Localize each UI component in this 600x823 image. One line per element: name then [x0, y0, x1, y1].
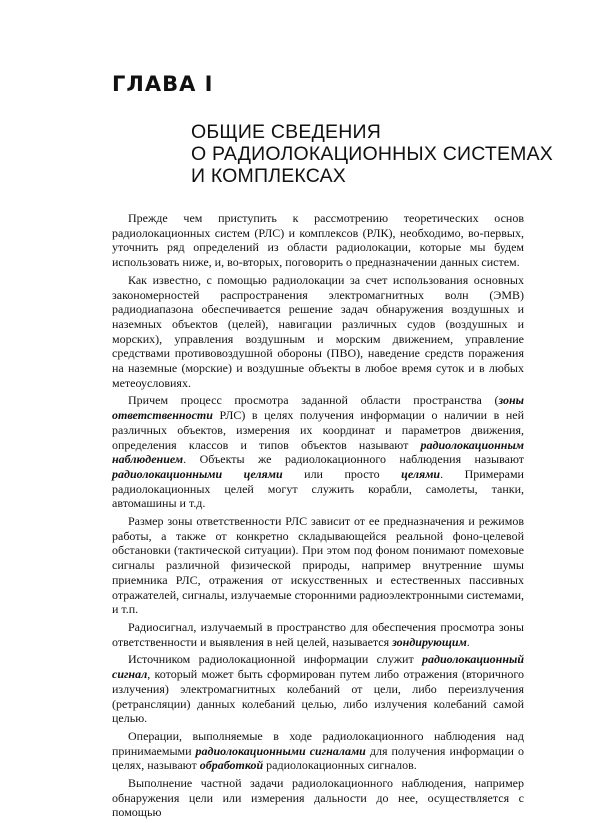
text-run: для получения информации о целях, называют	[112, 743, 524, 773]
text-run: радиолокационных сигналов.	[263, 758, 417, 773]
paragraph-observation	[112, 393, 524, 511]
term-targets: целями	[401, 466, 441, 481]
paragraph-processing	[112, 729, 524, 773]
text-run: РЛС) в целях получения информации о наличии в ней различных объектов, измерения их координат и параметров движения, определения классов и типов объектов называют	[112, 408, 524, 452]
term-probing: зондирующим	[392, 634, 467, 649]
paragraph-intro: Прежде чем приступить к рассмотрению теоретических основ радиолокационных систем (РЛС) и комплексов (РЛК), необходимо, во-первых, уточнить ряд определений из области радиолокации, которые мы будем использовать ниже, и, во-вторых, поговорить о предназначении данных систем.	[112, 211, 524, 270]
chapter-title-line: И КОМПЛЕКСАХ	[191, 165, 347, 187]
chapter-title-line: О РАДИОЛОКАЦИОННЫХ СИСТЕМАХ	[191, 143, 554, 165]
paragraph-radiolocation: Как известно, с помощью радиолокации за счет использования основных закономерностей распространения электромагнитных волн (ЭМВ) радиодиапазона обеспечивается решение задач обнаружения воздушных и наземных объектов (целей), навигации различных судов (воздушных и морских), управления воздушным и морским движением, управление средствами противовоздушной обороны (ПВО), наведение средств поражения на наземные (морские) и воздушные объекты в любое время суток и в любых метеоусловиях.	[112, 272, 524, 390]
text-run: . Примерами радиолокационных целей могут служить корабли, самолеты, танки, автомашины и т.д.	[112, 466, 524, 511]
text-run: или просто	[282, 466, 402, 481]
text-run: Радиосигнал, излучаемый в пространство для обеспечения просмотра зоны ответственности и выявления в ней целей, называется	[112, 619, 524, 649]
text-run: , который может быть сформирован путем либо отражения (вторичного излучения) электромагнитных колебаний от цели, либо переизлучения (ретрансляции) данных колебаний целью, либо излучения колебаний самой целью.	[112, 667, 524, 726]
term-responsibility-zone: зоны ответственности	[112, 393, 524, 423]
paragraph-probing-signal	[112, 620, 524, 649]
term-processing: обработкой	[199, 758, 264, 773]
text-run: Источником радиолокационной информации служит	[128, 652, 423, 667]
paragraph-information-source	[112, 652, 524, 726]
paragraph-particular-task: Выполнение частной задачи радиолокационного наблюдения, например обнаружения цели или измерения дальности до нее, осуществляется с помощью	[112, 776, 524, 820]
chapter-heading: ГЛАВА I	[112, 72, 214, 96]
paragraph-zone-size: Размер зоны ответственности РЛС зависит от ее предназначения и режимов работы, а также от конкретно складывающейся реальной фоно-целевой обстановки (тактической ситуации). При этом под фоном понимают помеховые сигналы различной физической природы, например внутренние шумы приемника РЛС, отражения от искусственных и естественных пассивных отражателей, сигналы, излучаемые сторонними радиоэлектронными системами, и т.п.	[112, 514, 524, 617]
chapter-title-line: ОБЩИЕ СВЕДЕНИЯ	[191, 121, 381, 143]
term-radar-targets: радиолокационными целями	[112, 466, 283, 481]
term-radar-signals: радиолокационными сигналами	[195, 743, 366, 758]
body-text	[112, 211, 524, 823]
chapter-title	[191, 121, 591, 187]
text-run: .	[466, 634, 470, 649]
term-radar-signal: радиолокационный сигнал	[112, 652, 524, 682]
text-run: Причем процесс просмотра заданной области пространства (	[128, 393, 499, 408]
term-radar-observation: радиолокационным наблюдением	[112, 437, 524, 467]
text-run: . Объекты же радиолокационного наблюдения называют	[183, 452, 524, 467]
text-run: Операции, выполняемые в ходе радиолокационного наблюдения над принимаемыми	[112, 728, 524, 758]
